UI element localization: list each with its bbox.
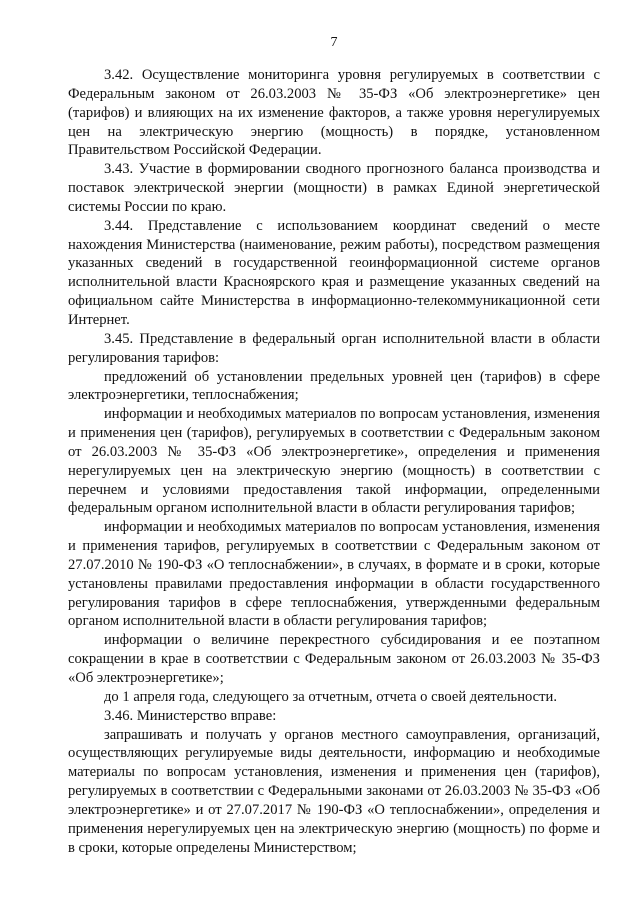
- list-item-electricity-info: информации и необходимых материалов по вопросам установления, изменения и применения цен (тарифов), регулируемых в соответствии с Федеральным законом от 26.03.2003 № 35-ФЗ «Об электроэнергетике», определения и применения нерегулируемых цен на электрическую энергию (мощность) в соответствии с перечнем и условиями предоставления такой информации, определенными федеральным органом исполнительной власти в области регулирования тарифов;: [68, 406, 600, 517]
- paragraph-3-42: 3.42. Осуществление мониторинга уровня регулируемых в соответствии с Федеральным законом от 26.03.2003 № 35-ФЗ «Об электроэнергетике» цен (тарифов) и влияющих на их изменение факторов, а также уровня нерегулируемых цен на электрическую энергию (мощность) в порядке, установленном Правительством Российской Федерации.: [68, 67, 600, 159]
- paragraph-3-44: 3.44. Представление с использованием координат сведений о месте нахождения Министерства (наименование, режим работы), посредством размещения указанных сведений в государственной геоинформационной системе органов исполнительной власти Красноярского края и размещение указанных сведений на официальном сайте Министерства в информационно-телекоммуникационной сети Интернет.: [68, 217, 600, 328]
- paragraph-3-46: 3.46. Министерство вправе:: [104, 707, 277, 724]
- paragraph-3-43: 3.43. Участие в формировании сводного прогнозного баланса производства и поставок электрической энергии (мощности) в рамках Единой энергетической системы России по краю.: [68, 161, 600, 215]
- page-number: 7: [330, 35, 338, 50]
- list-item-heat-supply-info: информации и необходимых материалов по вопросам установления, изменения и применения тарифов, регулируемых в соответствии с Федеральным законом от 27.07.2010 № 190-ФЗ «О теплоснабжении», в случаях, в формате и в сроки, которые установлены правилами предоставления информации в области государственного регулирования тарифов в сфере теплоснабжения, утвержденными федеральным органом исполнительной власти в области регулирования тарифов;: [68, 519, 600, 630]
- document-body: [68, 66, 600, 857]
- list-item-annual-report: до 1 апреля года, следующего за отчетным, отчета о своей деятельности.: [104, 688, 557, 705]
- list-item-price-proposals: предложений об установлении предельных уровней цен (тарифов) в сфере электроэнергетики, теплоснабжения;: [68, 368, 600, 404]
- list-item-request-info: запрашивать и получать у органов местного самоуправления, организаций, осуществляющих регулируемые виды деятельности, информацию и необходимые материалы по вопросам установления, изменения и применения цен (тарифов), регулируемых в соответствии с Федеральными законами от 26.03.2003 № 35-ФЗ «Об электроэнергетике» и от 27.07.2017 № 190-ФЗ «О теплоснабжении», определения и применения нерегулируемых цен на электрическую энергию (мощность) по форме и в сроки, которые определены Министерством;: [68, 726, 600, 856]
- paragraph-3-45: 3.45. Представление в федеральный орган исполнительной власти в области регулирования тарифов:: [68, 330, 600, 366]
- list-item-cross-subsidy-info: информации о величине перекрестного субсидирования и ее поэтапном сокращении в крае в соответствии с Федеральным законом от 26.03.2003 № 35-ФЗ «Об электроэнергетике»;: [68, 632, 600, 686]
